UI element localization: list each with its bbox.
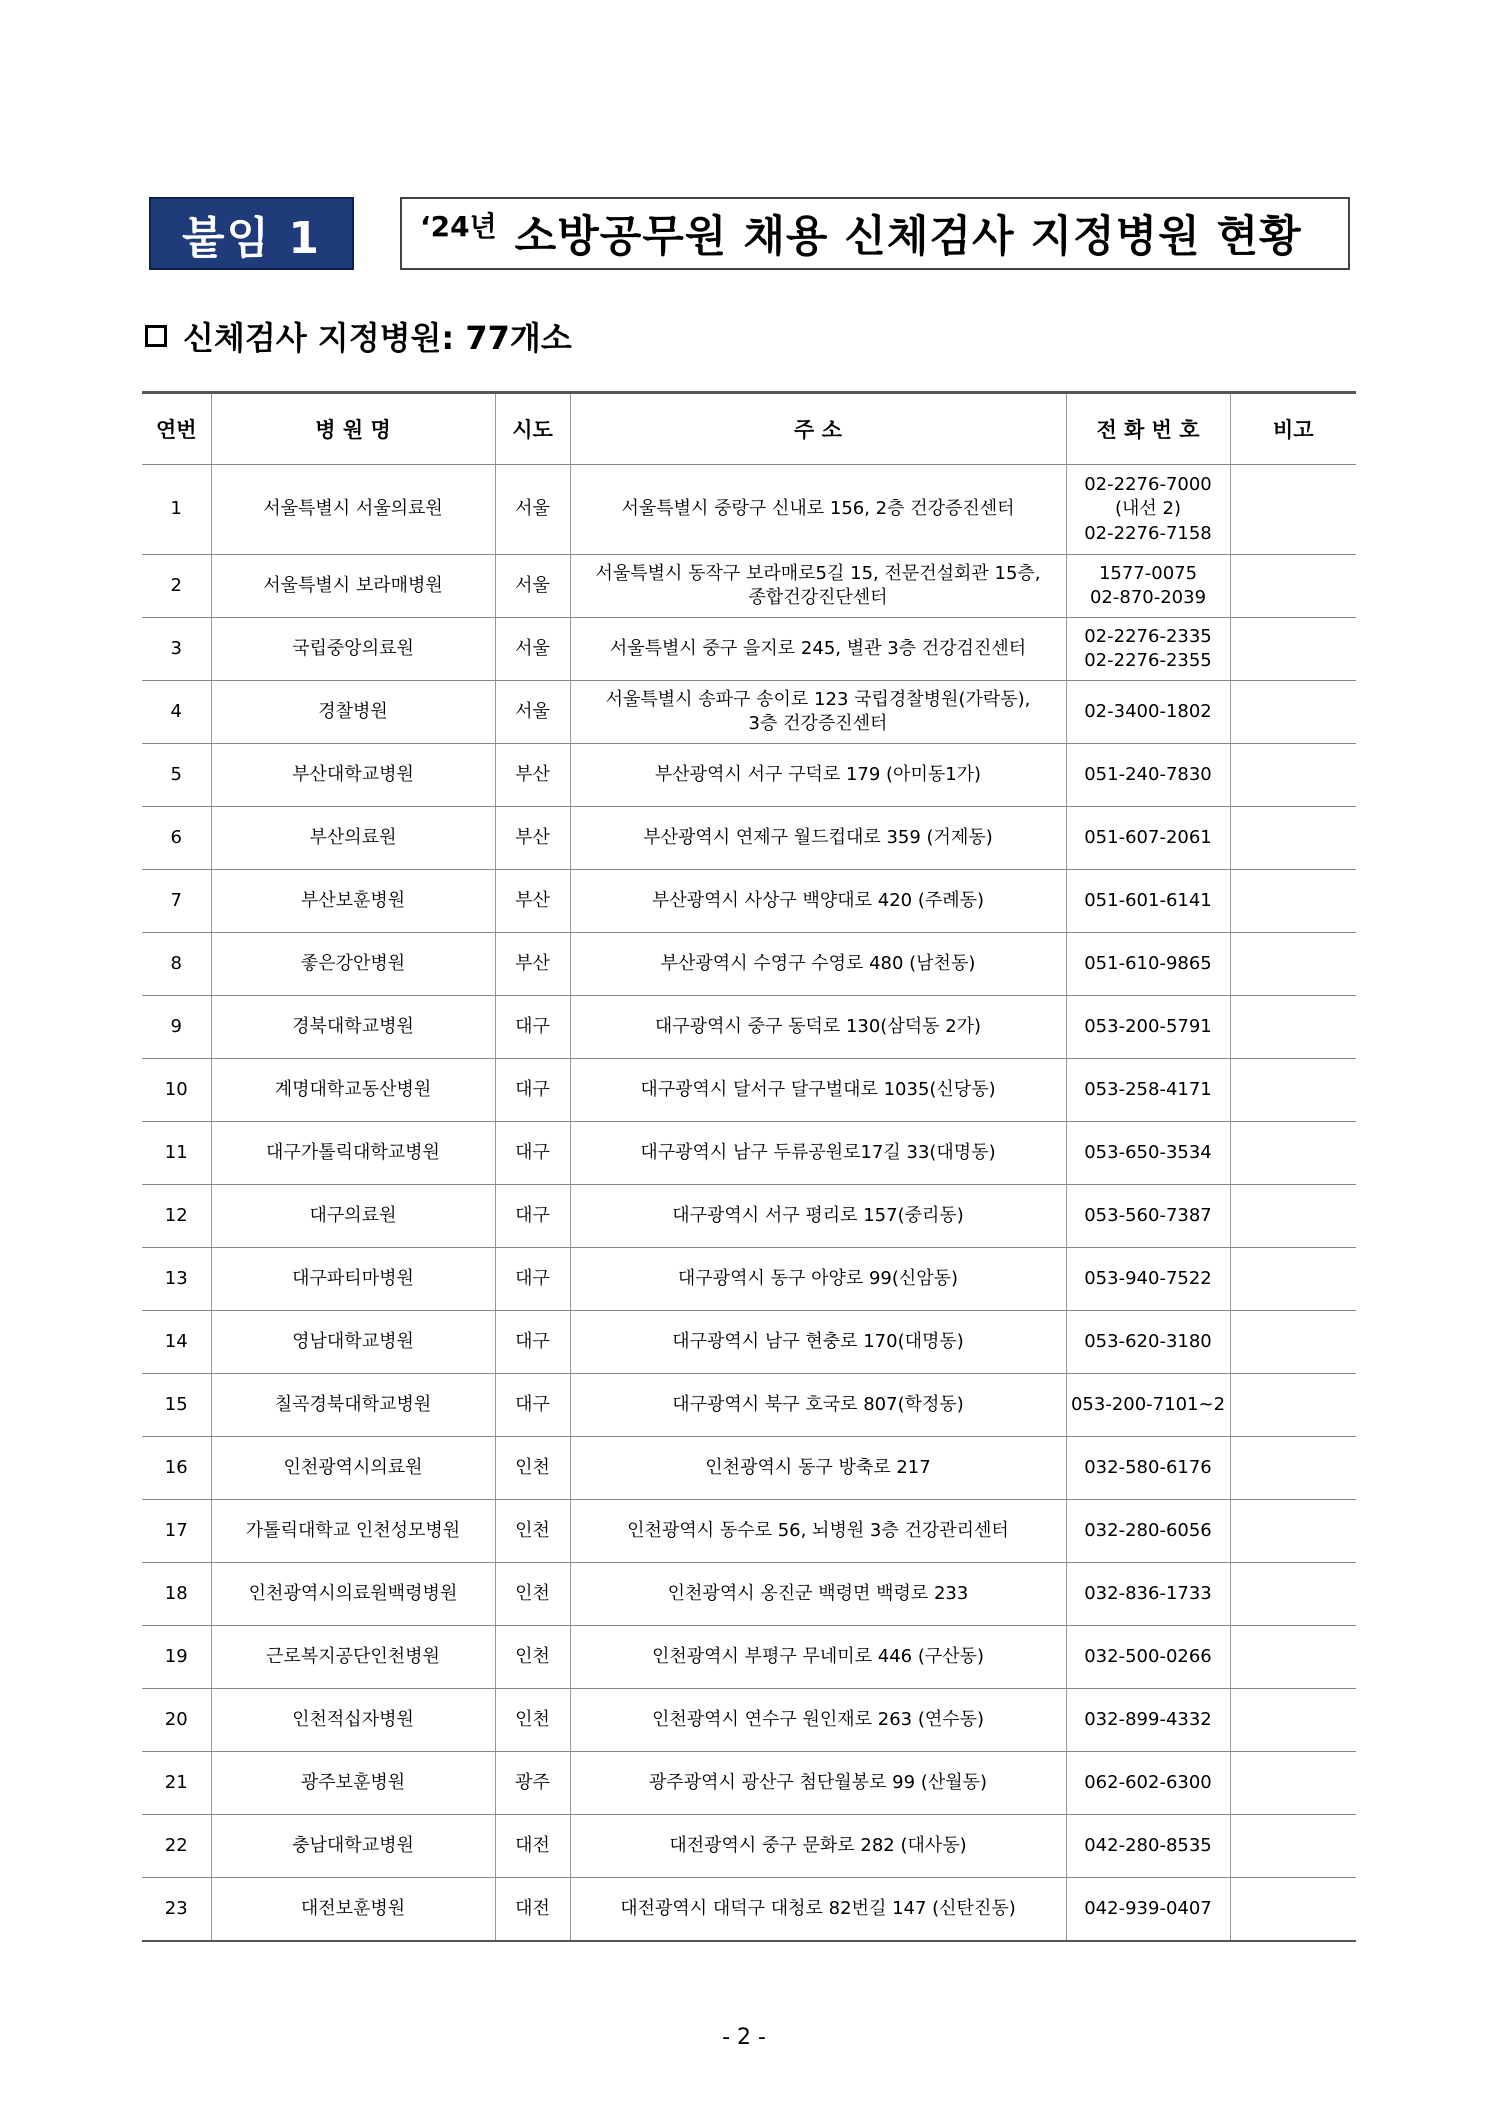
table-row bbox=[142, 933, 1356, 996]
cell-phone bbox=[1066, 1815, 1230, 1878]
cell-no: 12 bbox=[142, 1185, 211, 1248]
address-line: 부산광역시 수영구 수영로 480 (남천동) bbox=[660, 952, 976, 974]
phone-line: 1577-0075 bbox=[1098, 562, 1198, 584]
phone-line: 051-601-6141 bbox=[1084, 889, 1212, 911]
cell-region: 인천 bbox=[495, 1626, 570, 1689]
cell-phone bbox=[1066, 618, 1230, 681]
cell-address bbox=[570, 555, 1066, 618]
col-header-phone: 전 화 번 호 bbox=[1066, 393, 1230, 465]
table-row bbox=[142, 1563, 1356, 1626]
col-header-region: 시도 bbox=[495, 393, 570, 465]
table-row bbox=[142, 1437, 1356, 1500]
cell-phone bbox=[1066, 1437, 1230, 1500]
address-line: 대구광역시 남구 현충로 170(대명동) bbox=[672, 1330, 964, 1352]
cell-phone bbox=[1066, 555, 1230, 618]
cell-name: 경찰병원 bbox=[211, 681, 495, 744]
cell-no: 14 bbox=[142, 1311, 211, 1374]
cell-name: 인천광역시의료원백령병원 bbox=[211, 1563, 495, 1626]
cell-note bbox=[1230, 1626, 1356, 1689]
cell-note bbox=[1230, 1437, 1356, 1500]
cell-region: 서울 bbox=[495, 618, 570, 681]
cell-region: 광주 bbox=[495, 1752, 570, 1815]
cell-name: 경북대학교병원 bbox=[211, 996, 495, 1059]
cell-region: 부산 bbox=[495, 933, 570, 996]
cell-phone bbox=[1066, 1752, 1230, 1815]
table-row bbox=[142, 807, 1356, 870]
address-line: 인천광역시 동수로 56, 뇌병원 3층 건강관리센터 bbox=[627, 1519, 1009, 1541]
cell-address bbox=[570, 1311, 1066, 1374]
cell-address bbox=[570, 807, 1066, 870]
table-row bbox=[142, 1815, 1356, 1878]
phone-line: 032-836-1733 bbox=[1084, 1582, 1212, 1604]
phone-line: 053-200-7101~2 bbox=[1070, 1393, 1226, 1415]
cell-phone bbox=[1066, 870, 1230, 933]
cell-name: 서울특별시 서울의료원 bbox=[211, 465, 495, 555]
cell-phone bbox=[1066, 1500, 1230, 1563]
cell-name: 부산보훈병원 bbox=[211, 870, 495, 933]
address-line: 서울특별시 동작구 보라매로5길 15, 전문건설회관 15층, bbox=[595, 562, 1041, 584]
phone-line: 02-2276-2335 bbox=[1084, 625, 1212, 647]
address-line: 대구광역시 동구 아양로 99(신암동) bbox=[677, 1267, 959, 1289]
phone-line: 051-240-7830 bbox=[1084, 763, 1212, 785]
cell-note bbox=[1230, 1374, 1356, 1437]
cell-name: 대구파티마병원 bbox=[211, 1248, 495, 1311]
cell-address bbox=[570, 1878, 1066, 1942]
table-row bbox=[142, 465, 1356, 555]
table-row bbox=[142, 744, 1356, 807]
cell-name: 좋은강안병원 bbox=[211, 933, 495, 996]
cell-address bbox=[570, 1059, 1066, 1122]
cell-region: 대구 bbox=[495, 1185, 570, 1248]
cell-address bbox=[570, 1626, 1066, 1689]
cell-note bbox=[1230, 1122, 1356, 1185]
checkbox-icon bbox=[145, 325, 167, 347]
address-line: 부산광역시 연제구 월드컵대로 359 (거제동) bbox=[643, 826, 993, 848]
col-header-name: 병 원 명 bbox=[211, 393, 495, 465]
cell-address bbox=[570, 1563, 1066, 1626]
address-line: 3층 건강증진센터 bbox=[748, 713, 888, 734]
cell-no: 16 bbox=[142, 1437, 211, 1500]
cell-address bbox=[570, 1689, 1066, 1752]
cell-region: 부산 bbox=[495, 870, 570, 933]
cell-phone bbox=[1066, 1374, 1230, 1437]
address-line: 대구광역시 서구 평리로 157(중리동) bbox=[672, 1204, 964, 1226]
cell-note bbox=[1230, 618, 1356, 681]
cell-note bbox=[1230, 1689, 1356, 1752]
address-line: 서울특별시 송파구 송이로 123 국립경찰병원(가락동), bbox=[605, 688, 1031, 710]
cell-region: 대전 bbox=[495, 1878, 570, 1942]
table-row bbox=[142, 1752, 1356, 1815]
phone-line: 053-560-7387 bbox=[1084, 1204, 1212, 1226]
cell-region: 인천 bbox=[495, 1563, 570, 1626]
cell-region: 대구 bbox=[495, 1311, 570, 1374]
col-header-note: 비고 bbox=[1230, 393, 1356, 465]
cell-name: 대구의료원 bbox=[211, 1185, 495, 1248]
cell-note bbox=[1230, 681, 1356, 744]
phone-line: 062-602-6300 bbox=[1084, 1771, 1212, 1793]
page-number: - 2 - bbox=[722, 2025, 766, 2050]
address-line: 광주광역시 광산구 첨단월봉로 99 (산월동) bbox=[648, 1771, 988, 1793]
cell-region: 인천 bbox=[495, 1500, 570, 1563]
cell-no: 21 bbox=[142, 1752, 211, 1815]
phone-line: 053-258-4171 bbox=[1084, 1078, 1212, 1100]
section-heading-text: 신체검사 지정병원: 77개소 bbox=[183, 319, 572, 357]
table-row bbox=[142, 1248, 1356, 1311]
attachment-badge: 붙임 1 bbox=[149, 197, 354, 270]
table-header-row bbox=[142, 393, 1356, 465]
cell-region: 대구 bbox=[495, 1059, 570, 1122]
address-line: 부산광역시 사상구 백양대로 420 (주례동) bbox=[651, 889, 985, 911]
phone-line: 032-580-6176 bbox=[1084, 1456, 1212, 1478]
table-row bbox=[142, 1311, 1356, 1374]
cell-no: 17 bbox=[142, 1500, 211, 1563]
cell-phone bbox=[1066, 1311, 1230, 1374]
phone-line: 042-939-0407 bbox=[1084, 1897, 1212, 1919]
cell-no: 5 bbox=[142, 744, 211, 807]
cell-no: 18 bbox=[142, 1563, 211, 1626]
phone-line: 032-899-4332 bbox=[1084, 1708, 1212, 1730]
cell-name: 충남대학교병원 bbox=[211, 1815, 495, 1878]
cell-note bbox=[1230, 1878, 1356, 1942]
cell-no: 7 bbox=[142, 870, 211, 933]
cell-name: 서울특별시 보라매병원 bbox=[211, 555, 495, 618]
phone-line: 02-2276-7158 bbox=[1084, 522, 1212, 544]
cell-name: 부산의료원 bbox=[211, 807, 495, 870]
table-row bbox=[142, 1122, 1356, 1185]
cell-address bbox=[570, 1185, 1066, 1248]
cell-region: 서울 bbox=[495, 681, 570, 744]
cell-address bbox=[570, 1122, 1066, 1185]
phone-line: 053-620-3180 bbox=[1084, 1330, 1212, 1352]
cell-note bbox=[1230, 744, 1356, 807]
address-line: 대구광역시 중구 동덕로 130(삼덕동 2가) bbox=[654, 1015, 982, 1037]
phone-line: 02-3400-1802 bbox=[1084, 700, 1212, 722]
phone-line: 051-607-2061 bbox=[1084, 826, 1212, 848]
cell-note bbox=[1230, 1311, 1356, 1374]
cell-no: 1 bbox=[142, 465, 211, 555]
cell-region: 대구 bbox=[495, 1122, 570, 1185]
cell-name: 국립중앙의료원 bbox=[211, 618, 495, 681]
address-line: 부산광역시 서구 구덕로 179 (아미동1가) bbox=[654, 763, 982, 785]
cell-phone bbox=[1066, 1626, 1230, 1689]
address-line: 대구광역시 북구 호국로 807(학정동) bbox=[672, 1393, 964, 1415]
cell-note bbox=[1230, 1185, 1356, 1248]
cell-name: 대전보훈병원 bbox=[211, 1878, 495, 1942]
cell-name: 영남대학교병원 bbox=[211, 1311, 495, 1374]
cell-phone bbox=[1066, 1059, 1230, 1122]
address-line: 대전광역시 대덕구 대청로 82번길 147 (신탄진동) bbox=[620, 1897, 1016, 1919]
cell-region: 서울 bbox=[495, 555, 570, 618]
cell-phone bbox=[1066, 465, 1230, 555]
address-line: 서울특별시 중구 을지로 245, 별관 3층 건강검진센터 bbox=[609, 637, 1027, 659]
cell-address bbox=[570, 870, 1066, 933]
table-row bbox=[142, 1374, 1356, 1437]
phone-line: 02-870-2039 bbox=[1089, 587, 1207, 608]
cell-note bbox=[1230, 1752, 1356, 1815]
cell-note bbox=[1230, 1563, 1356, 1626]
phone-line: 042-280-8535 bbox=[1084, 1834, 1212, 1856]
cell-no: 2 bbox=[142, 555, 211, 618]
phone-line: 032-500-0266 bbox=[1084, 1645, 1212, 1667]
cell-name: 근로복지공단인천병원 bbox=[211, 1626, 495, 1689]
cell-note bbox=[1230, 465, 1356, 555]
phone-line: (내선 2) bbox=[1115, 498, 1181, 520]
cell-region: 대전 bbox=[495, 1815, 570, 1878]
phone-line: 053-650-3534 bbox=[1084, 1141, 1212, 1163]
cell-no: 11 bbox=[142, 1122, 211, 1185]
cell-phone bbox=[1066, 996, 1230, 1059]
cell-address bbox=[570, 933, 1066, 996]
cell-note bbox=[1230, 1248, 1356, 1311]
cell-region: 부산 bbox=[495, 807, 570, 870]
phone-line: 051-610-9865 bbox=[1084, 952, 1212, 974]
cell-no: 13 bbox=[142, 1248, 211, 1311]
cell-address bbox=[570, 465, 1066, 555]
cell-name: 광주보훈병원 bbox=[211, 1752, 495, 1815]
address-line: 인천광역시 연수구 원인재로 263 (연수동) bbox=[651, 1708, 985, 1730]
address-line: 대구광역시 달서구 달구벌대로 1035(신당동) bbox=[640, 1078, 996, 1100]
table-row bbox=[142, 1878, 1356, 1942]
cell-note bbox=[1230, 555, 1356, 618]
cell-note bbox=[1230, 1815, 1356, 1878]
cell-note bbox=[1230, 933, 1356, 996]
cell-phone bbox=[1066, 807, 1230, 870]
cell-name: 인천광역시의료원 bbox=[211, 1437, 495, 1500]
table-row bbox=[142, 1626, 1356, 1689]
cell-no: 10 bbox=[142, 1059, 211, 1122]
cell-region: 인천 bbox=[495, 1437, 570, 1500]
cell-name: 칠곡경북대학교병원 bbox=[211, 1374, 495, 1437]
cell-note bbox=[1230, 1059, 1356, 1122]
cell-phone bbox=[1066, 1563, 1230, 1626]
cell-phone bbox=[1066, 1122, 1230, 1185]
table-row bbox=[142, 870, 1356, 933]
cell-name: 가톨릭대학교 인천성모병원 bbox=[211, 1500, 495, 1563]
col-header-address: 주 소 bbox=[570, 393, 1066, 465]
cell-address bbox=[570, 1815, 1066, 1878]
cell-phone bbox=[1066, 681, 1230, 744]
address-line: 대전광역시 중구 문화로 282 (대사동) bbox=[669, 1834, 967, 1856]
address-line: 인천광역시 부평구 무네미로 446 (구산동) bbox=[651, 1645, 985, 1667]
cell-address bbox=[570, 1374, 1066, 1437]
cell-phone bbox=[1066, 1689, 1230, 1752]
address-line: 서울특별시 중랑구 신내로 156, 2층 건강증진센터 bbox=[621, 498, 1015, 520]
phone-line: 032-280-6056 bbox=[1084, 1519, 1212, 1541]
title-box bbox=[400, 197, 1350, 270]
cell-region: 대구 bbox=[495, 1374, 570, 1437]
cell-phone bbox=[1066, 1185, 1230, 1248]
cell-address bbox=[570, 744, 1066, 807]
phone-line: 02-2276-7000 bbox=[1084, 474, 1212, 496]
cell-name: 계명대학교동산병원 bbox=[211, 1059, 495, 1122]
table-row bbox=[142, 618, 1356, 681]
page-title: 소방공무원 채용 신체검사 지정병원 현황 bbox=[514, 212, 1302, 262]
table-row bbox=[142, 1185, 1356, 1248]
table-row bbox=[142, 681, 1356, 744]
cell-name: 인천적십자병원 bbox=[211, 1689, 495, 1752]
cell-note bbox=[1230, 870, 1356, 933]
phone-line: 02-2276-2355 bbox=[1084, 650, 1212, 671]
cell-phone bbox=[1066, 1248, 1230, 1311]
cell-phone bbox=[1066, 933, 1230, 996]
address-line: 대구광역시 남구 두류공원로17길 33(대명동) bbox=[640, 1141, 996, 1163]
table-row bbox=[142, 1500, 1356, 1563]
table-row bbox=[142, 1059, 1356, 1122]
cell-no: 3 bbox=[142, 618, 211, 681]
cell-address bbox=[570, 618, 1066, 681]
table-row bbox=[142, 1689, 1356, 1752]
phone-line: 053-200-5791 bbox=[1084, 1015, 1212, 1037]
cell-no: 19 bbox=[142, 1626, 211, 1689]
cell-region: 부산 bbox=[495, 744, 570, 807]
cell-no: 23 bbox=[142, 1878, 211, 1942]
title-year: ‘24년 bbox=[420, 210, 497, 243]
cell-name: 부산대학교병원 bbox=[211, 744, 495, 807]
cell-phone bbox=[1066, 744, 1230, 807]
table-row bbox=[142, 555, 1356, 618]
cell-address bbox=[570, 1248, 1066, 1311]
section-heading bbox=[145, 313, 572, 359]
cell-region: 대구 bbox=[495, 1248, 570, 1311]
cell-phone bbox=[1066, 1878, 1230, 1942]
cell-no: 20 bbox=[142, 1689, 211, 1752]
col-header-no: 연번 bbox=[142, 393, 211, 465]
cell-no: 4 bbox=[142, 681, 211, 744]
address-line: 종합건강진단센터 bbox=[748, 587, 888, 608]
cell-name: 대구가톨릭대학교병원 bbox=[211, 1122, 495, 1185]
address-line: 인천광역시 동구 방축로 217 bbox=[705, 1456, 931, 1478]
cell-address bbox=[570, 1500, 1066, 1563]
cell-note bbox=[1230, 1500, 1356, 1563]
cell-region: 서울 bbox=[495, 465, 570, 555]
hospital-table bbox=[142, 391, 1356, 1942]
cell-no: 22 bbox=[142, 1815, 211, 1878]
cell-note bbox=[1230, 807, 1356, 870]
cell-region: 대구 bbox=[495, 996, 570, 1059]
cell-no: 6 bbox=[142, 807, 211, 870]
cell-no: 8 bbox=[142, 933, 211, 996]
address-line: 인천광역시 옹진군 백령면 백령로 233 bbox=[667, 1582, 969, 1604]
cell-address bbox=[570, 1752, 1066, 1815]
table-row bbox=[142, 996, 1356, 1059]
cell-no: 9 bbox=[142, 996, 211, 1059]
phone-line: 053-940-7522 bbox=[1084, 1267, 1212, 1289]
cell-region: 인천 bbox=[495, 1689, 570, 1752]
cell-address bbox=[570, 996, 1066, 1059]
cell-address bbox=[570, 681, 1066, 744]
cell-no: 15 bbox=[142, 1374, 211, 1437]
cell-address bbox=[570, 1437, 1066, 1500]
cell-note bbox=[1230, 996, 1356, 1059]
